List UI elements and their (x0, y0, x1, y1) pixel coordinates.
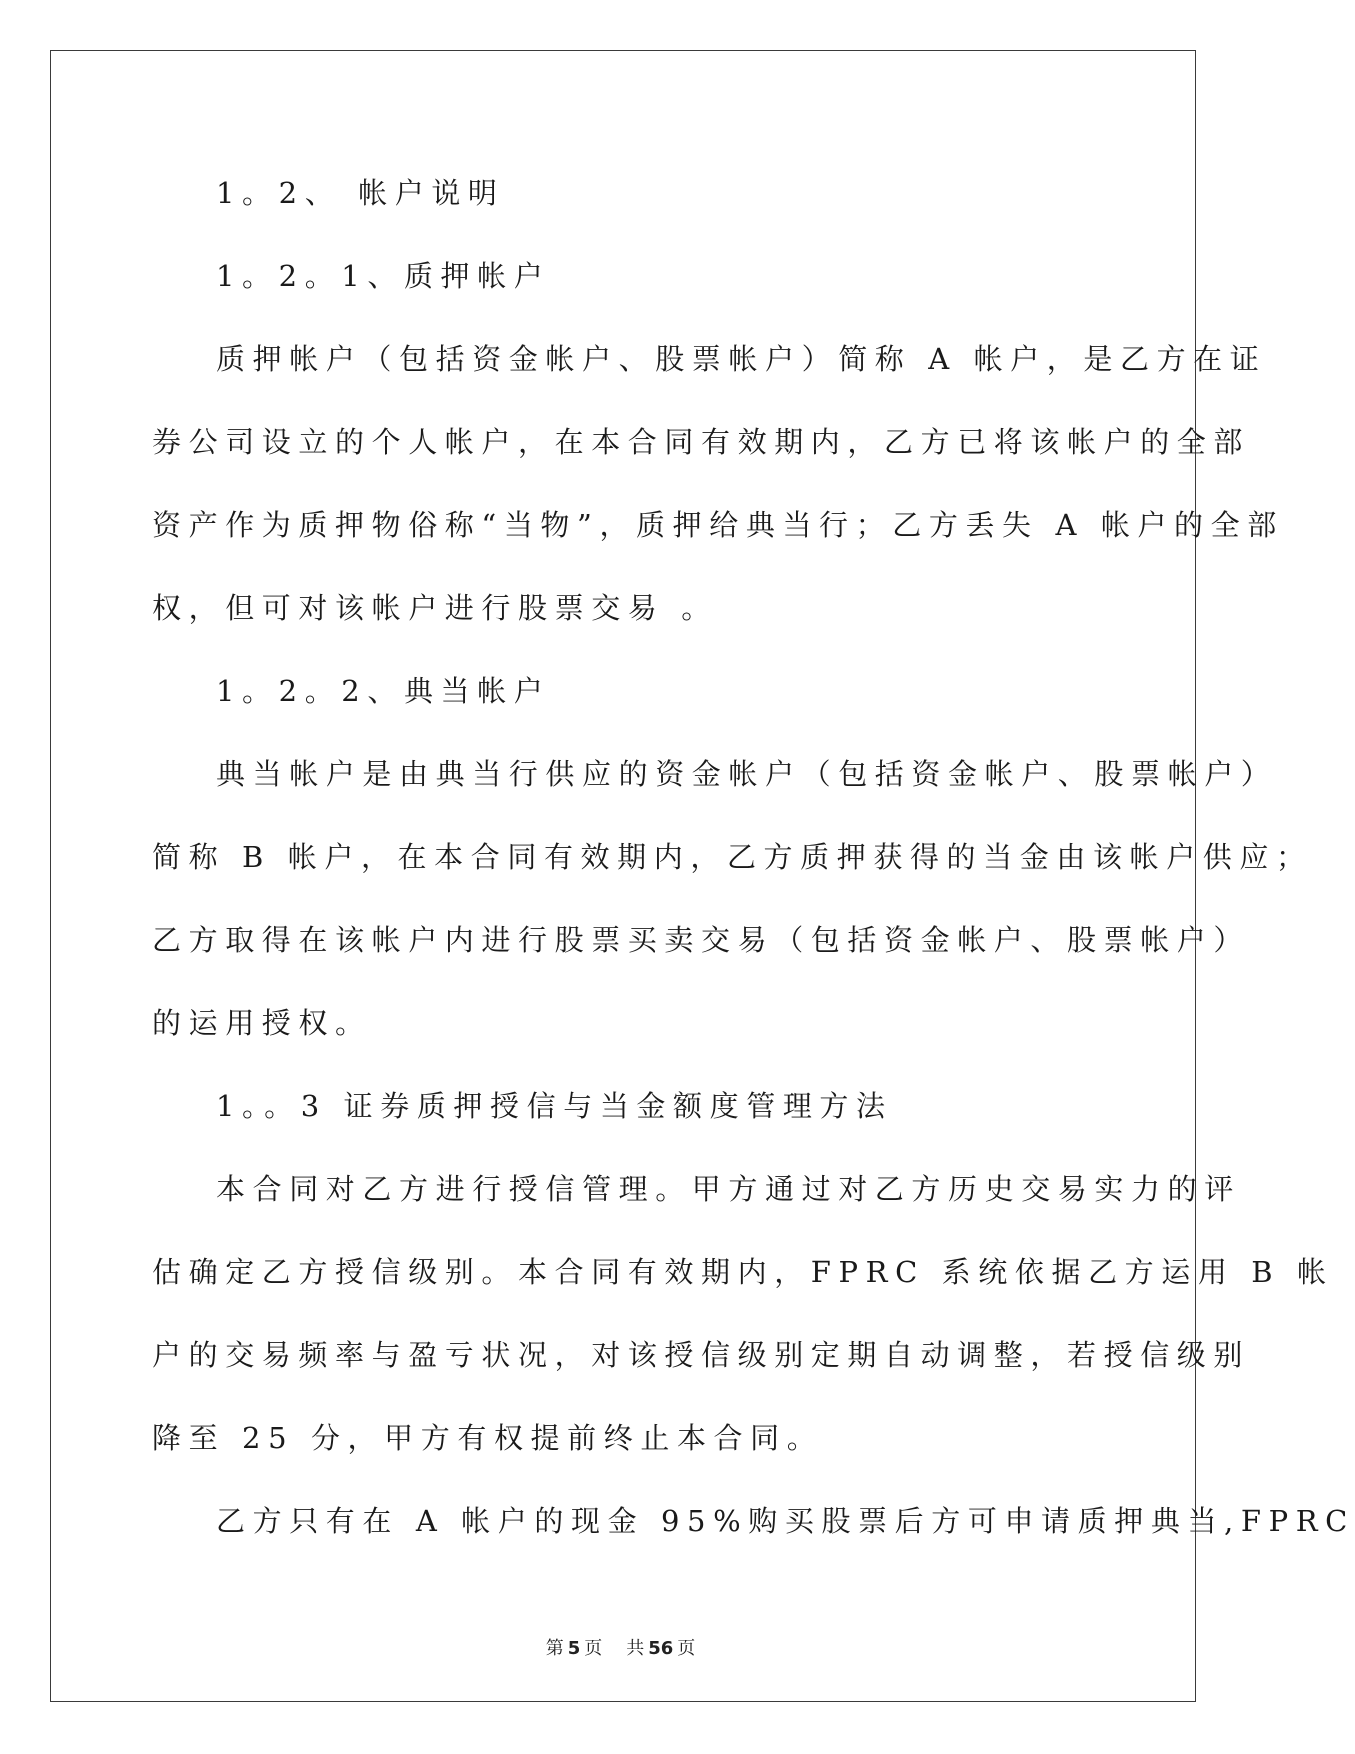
section-heading-1-2: 1。2、 帐户说明 (216, 176, 505, 210)
paragraph-line: 降至 25 分，甲方有权提前终止本合同。 (152, 1421, 824, 1455)
total-page-count: 56 (648, 1638, 674, 1659)
paragraph-line: 权，但可对该帐户进行股票交易 。 (152, 591, 718, 625)
paragraph-line: 简称 B 帐户，在本合同有效期内，乙方质押获得的当金由该帐户供应； (152, 840, 1313, 874)
footer-prefix: 第 (545, 1638, 564, 1659)
footer-total-suffix: 页 (677, 1638, 696, 1659)
subsection-heading-1-2-2: 1。2。2、典当帐户 (216, 674, 551, 708)
paragraph-line: 资产作为质押物俗称“当物”，质押给典当行；乙方丢失 A 帐户的全部 (152, 508, 1284, 542)
paragraph-line: 乙方只有在 A 帐户的现金 95%购买股票后方可申请质押典当,FPRC (216, 1504, 1355, 1538)
footer-page-suffix: 页 (584, 1638, 603, 1659)
page-footer (0, 1634, 1241, 1660)
paragraph-line: 乙方取得在该帐户内进行股票买卖交易（包括资金帐户、股票帐户） (152, 923, 1251, 957)
paragraph-line: 户的交易频率与盈亏状况，对该授信级别定期自动调整，若授信级别 (152, 1338, 1251, 1372)
current-page-number: 5 (567, 1638, 581, 1659)
footer-total-prefix: 共 (626, 1638, 645, 1659)
subsection-heading-1-3: 1。。3 证券质押授信与当金额度管理方法 (216, 1089, 893, 1123)
paragraph-line: 的运用授权。 (152, 1006, 372, 1040)
subsection-heading-1-2-1: 1。2。1、质押帐户 (216, 259, 551, 293)
document-body (152, 160, 1355, 1571)
paragraph-line: 估确定乙方授信级别。本合同有效期内，FPRC 系统依据乙方运用 B 帐 (152, 1255, 1334, 1289)
paragraph-line: 券公司设立的个人帐户，在本合同有效期内，乙方已将该帐户的全部 (152, 425, 1251, 459)
paragraph-line: 典当帐户是由典当行供应的资金帐户（包括资金帐户、股票帐户） (216, 757, 1278, 791)
paragraph-line: 本合同对乙方进行授信管理。甲方通过对乙方历史交易实力的评 (216, 1172, 1241, 1206)
paragraph-line: 质押帐户（包括资金帐户、股票帐户）简称 A 帐户，是乙方在证 (216, 342, 1267, 376)
